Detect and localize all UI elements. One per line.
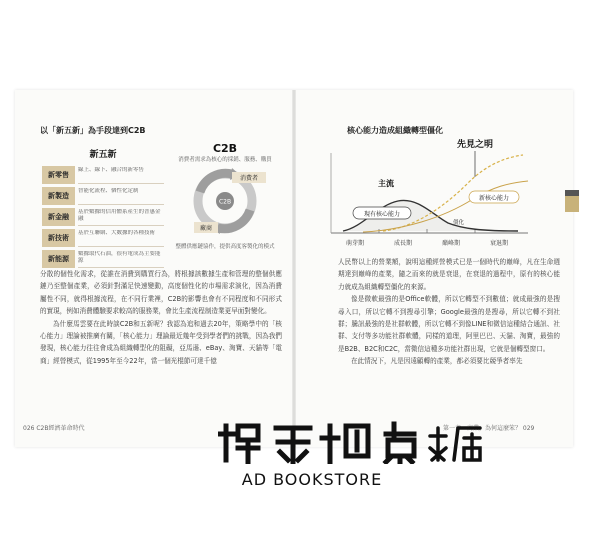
- x-tick-label: 衰退期: [489, 240, 509, 247]
- existing-core-label: 現有核心能力: [363, 211, 401, 218]
- list-item: [42, 187, 164, 205]
- label-tag: 新能源: [42, 250, 75, 268]
- c2b-bottom-note: 整體供應鏈協作，提供高度客製化的模式: [175, 244, 275, 250]
- rigid-label: 僵化: [453, 220, 465, 226]
- mainstream-label: 主流: [378, 179, 394, 188]
- x-tick-label: 巔峰期: [441, 240, 461, 247]
- label-tag: 新製造: [42, 187, 75, 205]
- list-item: [42, 166, 164, 184]
- page-footer: 026 C2B經濟革命時代: [23, 425, 85, 432]
- right-page: [295, 90, 573, 447]
- c2b-top-note: 消費者需求為核心的採銷、服務、購買: [178, 157, 272, 163]
- business-label: 廠商: [199, 225, 213, 232]
- body-text: [40, 268, 282, 367]
- bookstore-logo-text: AD BOOKSTORE: [241, 470, 383, 489]
- new-five-list: [42, 147, 164, 271]
- paragraph: 像是微軟最強的是Office軟體，所以它轉型不到數值；就成最強的是搜尋入口，所以它轉不到搜尋引擎；Google最強的是搜尋，所以它轉不到社群；騰訊最強的是社群軟體，所以它轉不到像LINE和微信這種結合通訊、社群、支付等多功能社群軟體，同樣的道理，阿里巴巴、天貓、淘寶，最強的是B2B、B2C和C2C，當微信這種多功能社群出現，它就是個轉型窗口。: [338, 295, 560, 353]
- list-item: [42, 229, 164, 247]
- paragraph: 人民幣以上的營業額，說明這種經營模式已是一個時代的巔峰，凡在生命週期達到巔峰的產業，隨之而來的就是衰退，在衰退的過程中，原有的核心能力就成為組織轉型僵化的來源。: [338, 258, 560, 291]
- c2b-diagram: [170, 142, 280, 251]
- label-desc: 基於數據的信用體系產生的普惠金融: [78, 209, 164, 226]
- label-tag: 新零售: [42, 166, 75, 184]
- section-title: 核心能力造成組織轉型僵化: [347, 126, 443, 135]
- paragraph: 分散的個性化需求，從誰在消費到購買行為，將根據該數據生產和管理的整個供應鏈乃至整個產業，必須針對滿足快速變動，高度個性化的市場需求演化，因為消費屬性不同，就得根據流程，在不同行業裡，C2B的影響也會有不同程度和不同形式的實現，例如消費體驗要求較高的服務業，會比生產流程制造業更早面對變化。: [40, 270, 282, 316]
- book-spread: [15, 90, 573, 447]
- label-tag: 新金融: [42, 208, 75, 226]
- new-core-label: 新核心能力: [478, 195, 510, 202]
- x-tick-label: 成長期: [393, 240, 413, 247]
- foresight-label: 先見之明: [456, 140, 494, 150]
- consumer-label: 消費者: [239, 175, 259, 182]
- list-item: [42, 208, 164, 226]
- diagram-heading: 新五新: [89, 150, 117, 160]
- cycle-arrow-bottom: [218, 210, 250, 229]
- center-label: C2B: [218, 198, 232, 206]
- paragraph: 在此情況下，凡是因遠顧轉的產業，都必須要比競爭者率先: [351, 357, 523, 366]
- body-text: [338, 256, 560, 368]
- cycle-arrow-top: [200, 173, 232, 192]
- label-desc: 智能化流程、個性化定制: [78, 188, 164, 205]
- chapter-tab-mark: [565, 190, 579, 196]
- core-competence-chart: [323, 133, 543, 253]
- label-desc: 基於互聯網、大數據的各種技術: [78, 230, 164, 247]
- label-desc: 數據取代石油，很有電成為主要能源: [78, 251, 164, 268]
- c2b-cycle-graphic: [170, 164, 280, 238]
- c2b-title: C2B: [212, 142, 238, 155]
- x-tick-label: 萌芽期: [345, 240, 365, 247]
- paragraph: 為什麼馬雲要在此時談C2B和五新呢？我認為追和過去20年，策略學中的「核心能力」理論被推廣有關，「核心能力」理論最近幾年受到學者們的挑戰，因為我們發現，核心能力往往會成為組織轉型化的阻礙，亞馬遜、eBay、淘寶、天貓等「電商」經營模式，從1995年至今22年，當一個光棍節可達千億: [40, 319, 282, 365]
- label-desc: 線上、線下、融合的新零售: [78, 167, 164, 184]
- left-page: [15, 90, 293, 447]
- label-tag: 新技術: [42, 229, 75, 247]
- bookstore-logo: [218, 420, 488, 464]
- page-footer: 第一章 商業，為何這麼笨？ 029: [443, 425, 535, 432]
- section-title: 以「新五新」為手段達到C2B: [40, 126, 146, 135]
- list-item: [42, 250, 164, 268]
